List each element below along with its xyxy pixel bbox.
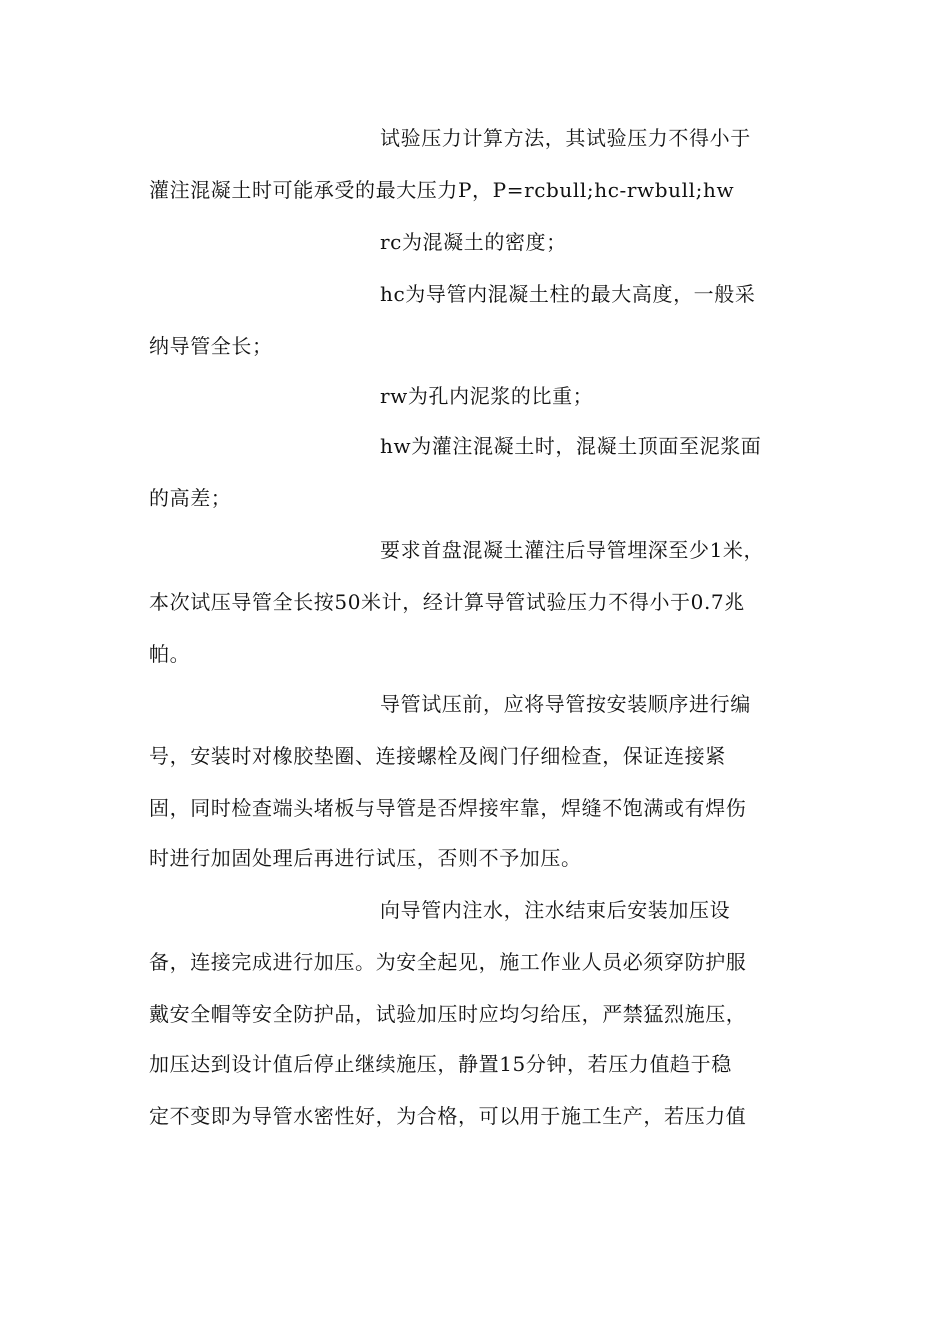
text-line: 本次试压导管全长按50米计，经计算导管试验压力不得小于0.7兆 xyxy=(149,590,745,614)
text-line: hw为灌注混凝土时，混凝土顶面至泥浆面 xyxy=(380,434,762,458)
text-line: 固，同时检查端头堵板与导管是否焊接牢靠，焊缝不饱满或有焊伤 xyxy=(149,796,747,820)
text-line: 加压达到设计值后停止继续施压，静置15分钟，若压力值趋于稳 xyxy=(149,1052,732,1076)
text-line: 试验压力计算方法，其试验压力不得小于 xyxy=(380,126,751,150)
text-line: 帕。 xyxy=(149,642,191,666)
text-line: 的高差； xyxy=(149,486,232,510)
text-line: hc为导管内混凝土柱的最大高度，一般采 xyxy=(380,282,756,306)
text-line: 导管试压前，应将导管按安装顺序进行编 xyxy=(380,692,751,716)
text-line: 号，安装时对橡胶垫圈、连接螺栓及阀门仔细检查，保证连接紧 xyxy=(149,744,726,768)
text-line: 备，连接完成进行加压。为安全起见，施工作业人员必须穿防护服 xyxy=(149,950,747,974)
text-line: rw为孔内泥浆的比重； xyxy=(380,384,594,408)
text-line: 向导管内注水，注水结束后安装加压设 xyxy=(380,898,731,922)
text-line: 戴安全帽等安全防护品，试验加压时应均匀给压，严禁猛烈施压， xyxy=(149,1002,747,1026)
text-line: rc为混凝土的密度； xyxy=(380,230,567,254)
text-line: 要求首盘混凝土灌注后导管埋深至少1米， xyxy=(380,538,765,562)
text-line: 时进行加固处理后再进行试压，否则不予加压。 xyxy=(149,846,582,870)
text-line: 纳导管全长； xyxy=(149,334,273,358)
text-line: 灌注混凝土时可能承受的最大压力P，P=rcbull;hc-rwbull;hw xyxy=(149,178,735,202)
text-line: 定不变即为导管水密性好，为合格，可以用于施工生产，若压力值 xyxy=(149,1104,747,1128)
